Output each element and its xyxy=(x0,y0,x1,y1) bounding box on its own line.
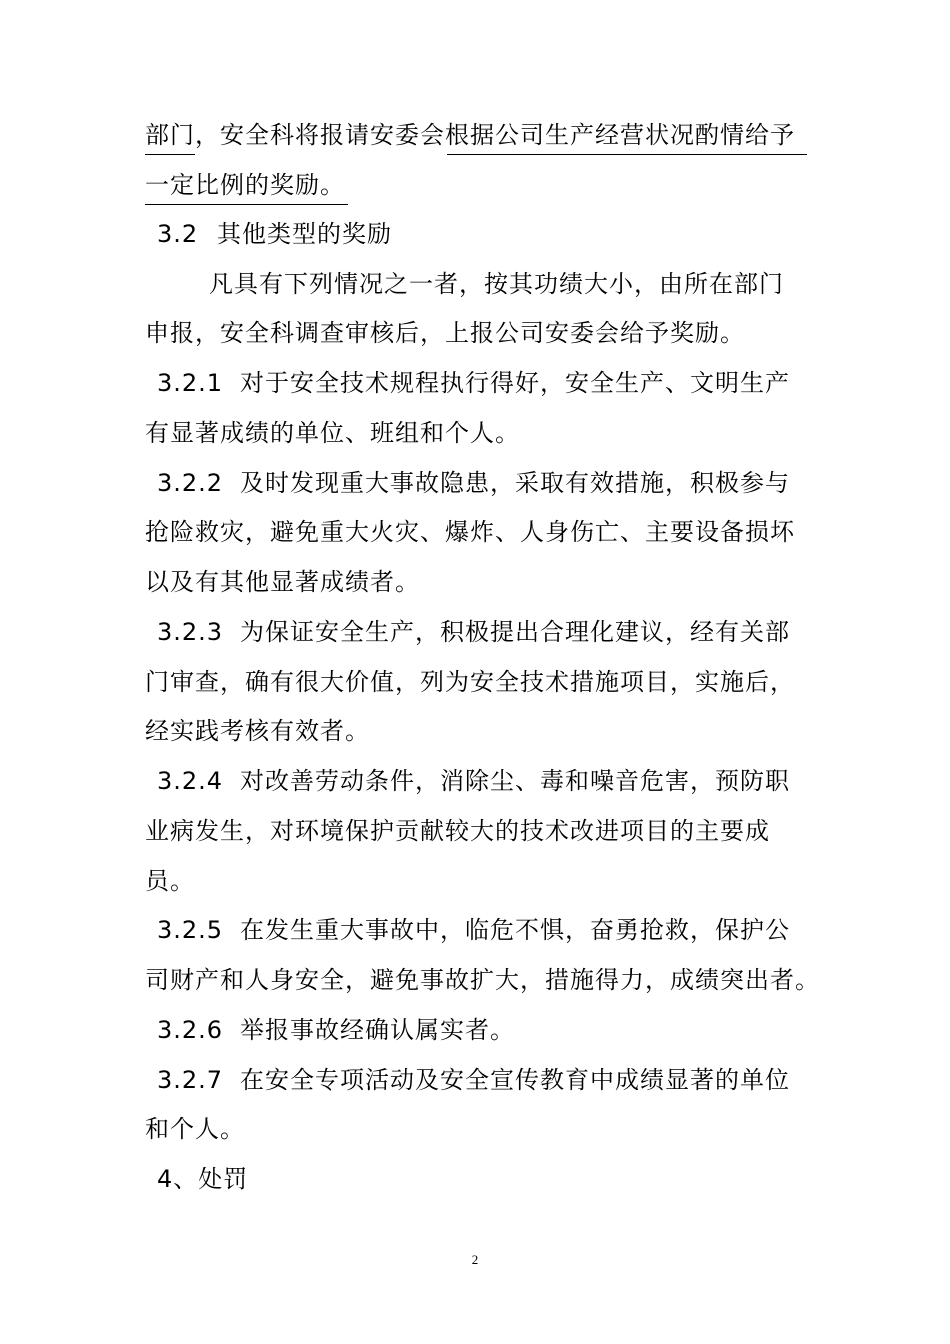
text-line: 申报，安全科调查审核后，上报公司安委会给予奖励。 xyxy=(145,319,745,347)
underline xyxy=(447,154,807,155)
section-heading: 3.2 其他类型的奖励 xyxy=(157,220,392,248)
page-number: 2 xyxy=(471,1252,479,1267)
text-line: 业病发生，对环境保护贡献较大的技术改进项目的主要成 xyxy=(145,817,770,845)
list-item: 3.2.5 在发生重大事故中，临危不惧，奋勇抢救，保护公 xyxy=(157,916,790,944)
text-line: 司财产和人身安全，避免事故扩大，措施得力，成绩突出者。 xyxy=(145,966,820,994)
section-heading: 4、处罚 xyxy=(157,1165,249,1193)
text-line: 和个人。 xyxy=(145,1115,245,1143)
text-line: 门审查，确有很大价值，列为安全技术措施项目，实施后， xyxy=(145,668,795,696)
text-line: 一定比例的奖励。 xyxy=(145,171,345,199)
text-line: 经实践考核有效者。 xyxy=(145,717,370,745)
underline xyxy=(145,154,195,155)
list-item: 3.2.3 为保证安全生产，积极提出合理化建议，经有关部 xyxy=(157,618,790,646)
list-item: 3.2.1 对于安全技术规程执行得好，安全生产、文明生产 xyxy=(157,369,790,397)
underline xyxy=(145,204,348,205)
text-line: 有显著成绩的单位、班组和个人。 xyxy=(145,419,520,447)
text-line: 凡具有下列情况之一者，按其功绩大小，由所在部门 xyxy=(209,270,784,298)
list-item: 3.2.2 及时发现重大事故隐患，采取有效措施，积极参与 xyxy=(157,469,790,497)
text-line: 以及有其他显著成绩者。 xyxy=(145,568,420,596)
list-item: 3.2.4 对改善劳动条件，消除尘、毒和噪音危害，预防职 xyxy=(157,767,790,795)
list-item: 3.2.6 举报事故经确认属实者。 xyxy=(157,1016,515,1044)
text-line: 员。 xyxy=(145,867,195,895)
text-line: 抢险救灾，避免重大火灾、爆炸、人身伤亡、主要设备损坏 xyxy=(145,518,795,546)
list-item: 3.2.7 在安全专项活动及安全宣传教育中成绩显著的单位 xyxy=(157,1066,790,1094)
text-line: 部门，安全科将报请安委会根据公司生产经营状况酌情给予 xyxy=(145,121,795,149)
